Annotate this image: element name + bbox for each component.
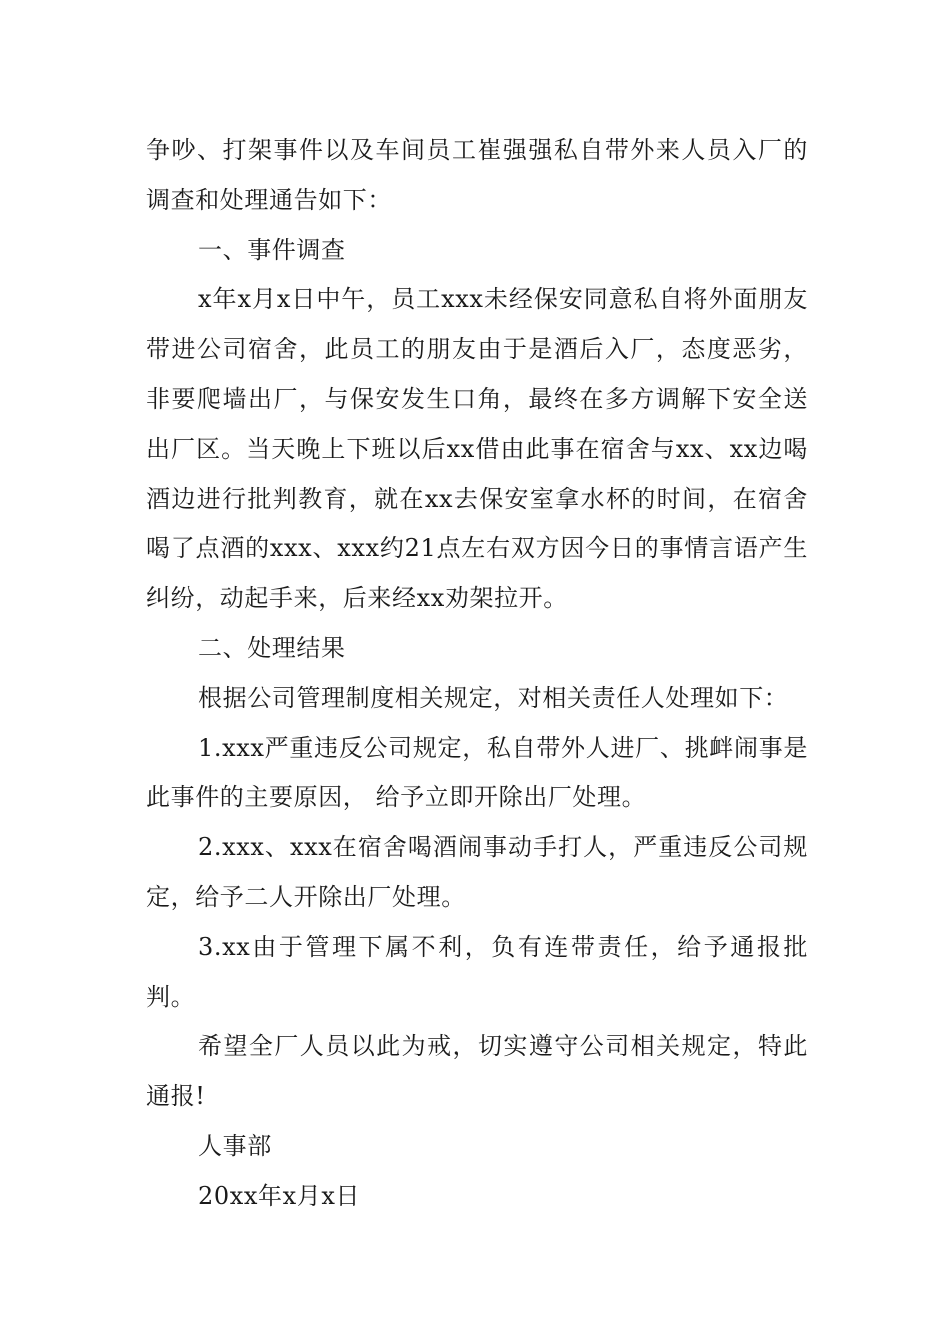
intro-paragraph: 争吵、打架事件以及车间员工崔强强私自带外来人员入厂的调查和处理通告如下：: [146, 136, 808, 214]
document-page: [146, 126, 808, 1222]
decision-item-1: 1.xxx严重违反公司规定，私自带外人进厂、挑衅闹事是此事件的主要原因， 给予立即开除出厂处理。: [146, 733, 808, 812]
decision-item-3: 3.xx由于管理下属不利，负有连带责任，给予通报批判。: [146, 932, 808, 1011]
investigation-paragraph: x年x月x日中午，员工xxx未经保安同意私自将外面朋友带进公司宿舍，此员工的朋友由于是酒后入厂，态度恶劣，非要爬墙出厂，与保安发生口角，最终在多方调解下安全送出厂区。当天晚上下班以后xx借由此事在宿舍与xx、xx边喝酒边进行批判教育，就在xx去保安室拿水杯的时间，在宿舍喝了点酒的xxx、xxx约21点左右双方因今日的事情言语产生纠纷，动起手来，后来经xx劝架拉开。: [146, 285, 808, 613]
basis-paragraph: 根据公司管理制度相关规定，对相关责任人处理如下：: [198, 683, 789, 712]
signature-department: 人事部: [198, 1131, 272, 1160]
section-heading-result: 二、处理结果: [198, 633, 346, 662]
closing-paragraph: 希望全厂人员以此为戒，切实遵守公司相关规定，特此通报!: [146, 1032, 808, 1111]
section-heading-investigation: 一、事件调查: [198, 235, 346, 264]
signature-date: 20xx年x月x日: [198, 1181, 361, 1210]
decision-item-2: 2.xxx、xxx在宿舍喝酒闹事动手打人，严重违反公司规定，给予二人开除出厂处理。: [146, 833, 808, 911]
